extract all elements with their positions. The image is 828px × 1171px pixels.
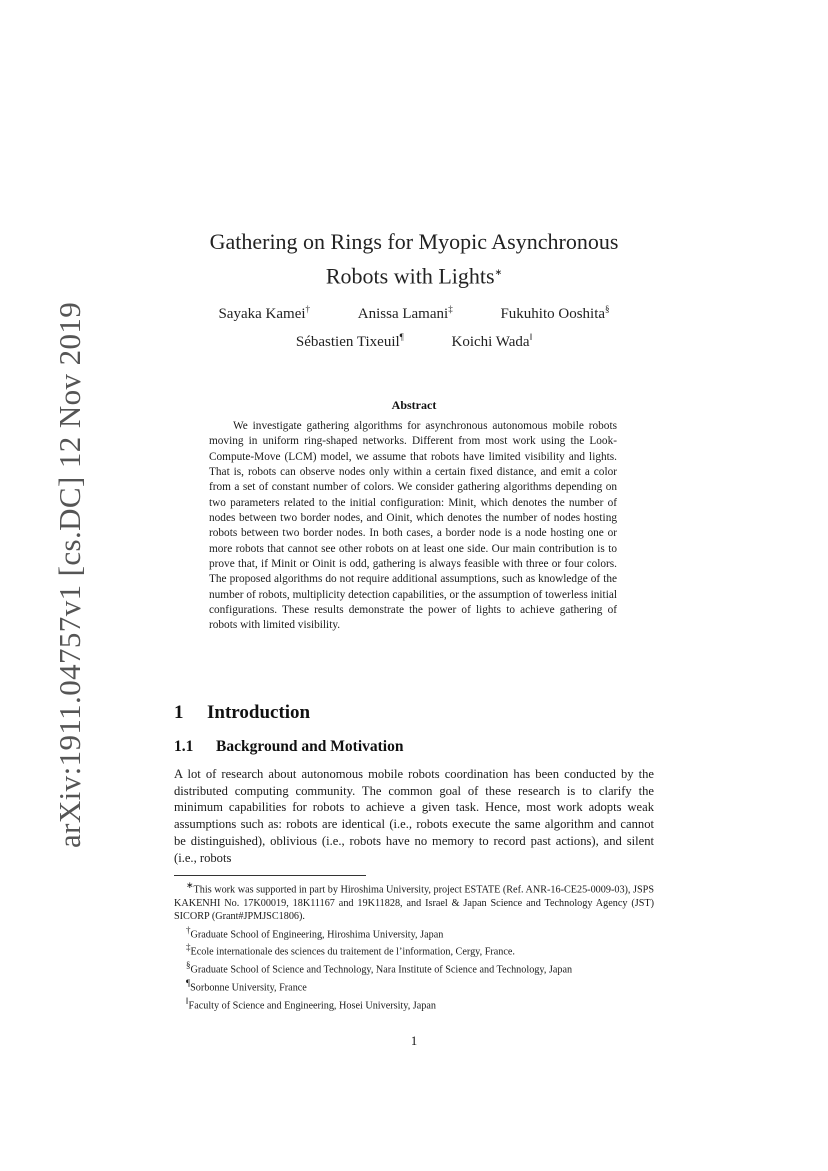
footnote-mark: ¶ [186, 978, 191, 988]
authors-row-2 [174, 332, 654, 351]
arxiv-stamp-area [0, 0, 87, 1171]
footnote-rule [174, 875, 366, 876]
footnote-text: Faculty of Science and Engineering, Hosei University, Japan [188, 1000, 436, 1012]
footnote-text: Sorbonne University, France [190, 982, 307, 994]
author-name: Sébastien Tixeuil [295, 334, 400, 350]
footnote [174, 977, 654, 995]
footnote [174, 879, 654, 924]
footnote-mark: ‡ [186, 942, 191, 953]
footnote-text: This work was supported in part by Hiroshima University, project ESTATE (Ref. ANR-16-CE25-0009-03), JSPS KAKENHI No. 17K00019, 18K11167 and 19K11828, and Israel & Japan Science and Technology Agency (JST) SICORP (Grant#JPMJSC1806). [174, 884, 654, 923]
footnote [174, 959, 654, 977]
author-name: Fukuhito Ooshita [500, 306, 606, 322]
author-mark: § [605, 304, 610, 314]
author-mark: ‖ [529, 332, 533, 342]
author-name: Sayaka Kamei [218, 306, 306, 322]
author-name: Anissa Lamani [357, 306, 449, 322]
authors-row-1 [174, 304, 654, 323]
section-heading [174, 702, 310, 724]
author-name: Koichi Wada [451, 334, 530, 350]
subsection-number: 1.1 [174, 738, 194, 755]
subsection-title: Background and Motivation [216, 738, 404, 755]
author [296, 332, 404, 351]
footnote-text: Graduate School of Science and Technology, Nara Institute of Science and Technology, Japan [190, 964, 573, 976]
footnote-mark: ‖ [186, 995, 189, 1006]
footnote-text: Ecole internationale des sciences du traitement de l’information, Cergy, France. [190, 946, 515, 958]
footnote-mark: ∗ [186, 880, 194, 890]
footnotes [174, 879, 654, 1013]
body-paragraph: A lot of research about autonomous mobile robots coordination has been conducted by the distributed computing community. The common goal of these research is to clarify the minimum capabilities for robots to achieve a given task. Hence, most work adopts weak assumptions such as: robots are identical (i.e., robots execute the same algorithm and cannot be distinguished), oblivious (i.e., robots have no memory to record past actions), and silent (i.e., robots [174, 767, 654, 865]
author-mark: † [305, 304, 311, 314]
footnote [174, 941, 654, 959]
title-footnote-mark: ∗ [494, 267, 503, 277]
footnote-mark: † [186, 924, 191, 935]
page-number: 1 [410, 1034, 418, 1048]
author [358, 304, 453, 323]
author-mark: ‡ [448, 304, 453, 314]
author [218, 304, 310, 323]
section-title: Introduction [207, 702, 311, 723]
footnote-text: Graduate School of Engineering, Hiroshima University, Japan [190, 929, 444, 940]
author [451, 332, 532, 351]
paper-title [174, 226, 654, 291]
author [500, 304, 609, 323]
abstract-heading: Abstract [391, 398, 437, 412]
title-line-2-text: Robots with Lights [325, 263, 495, 289]
abstract-text: We investigate gathering algorithms for asynchronous autonomous mobile robots moving in uniform ring-shaped networks. Different from most work using the Look-Compute-Move (LCM) model, we assume that robots have limited visibility and lights. That is, robots can observe nodes only within a certain fixed distance, and emit a color from a set of constant number of colors. We consider gathering algorithms depending on two parameters related to the initial configuration: Minit, which denotes the number of nodes between two border nodes, and Oinit, which denotes the number of nodes hosting robots between two border nodes. In both cases, a border node is a node hosting one or more robots that cannot see other robots on at least one side. Our main contribution is to prove that, if Minit or Oinit is odd, gathering is always feasible with three or four colors. The proposed algorithms do not require additional assumptions, such as knowledge of the number of robots, multiplicity detection capabilities, or the assumption of towerless initial configurations. These results demonstrate the power of lights to achieve gathering of robots with limited visibility. [209, 420, 617, 632]
title-line-1: Gathering on Rings for Myopic Asynchronous [209, 229, 619, 254]
author-mark: ¶ [399, 332, 404, 342]
title-line-2 [174, 257, 654, 291]
footnote [174, 995, 654, 1013]
footnote [174, 924, 654, 942]
arxiv-stamp[interactable]: arXiv:1911.04757v1 [cs.DC] 12 Nov 2019 [52, 301, 87, 848]
subsection-heading [174, 738, 403, 756]
section-number: 1 [174, 702, 184, 723]
footnote-mark: § [186, 960, 191, 971]
